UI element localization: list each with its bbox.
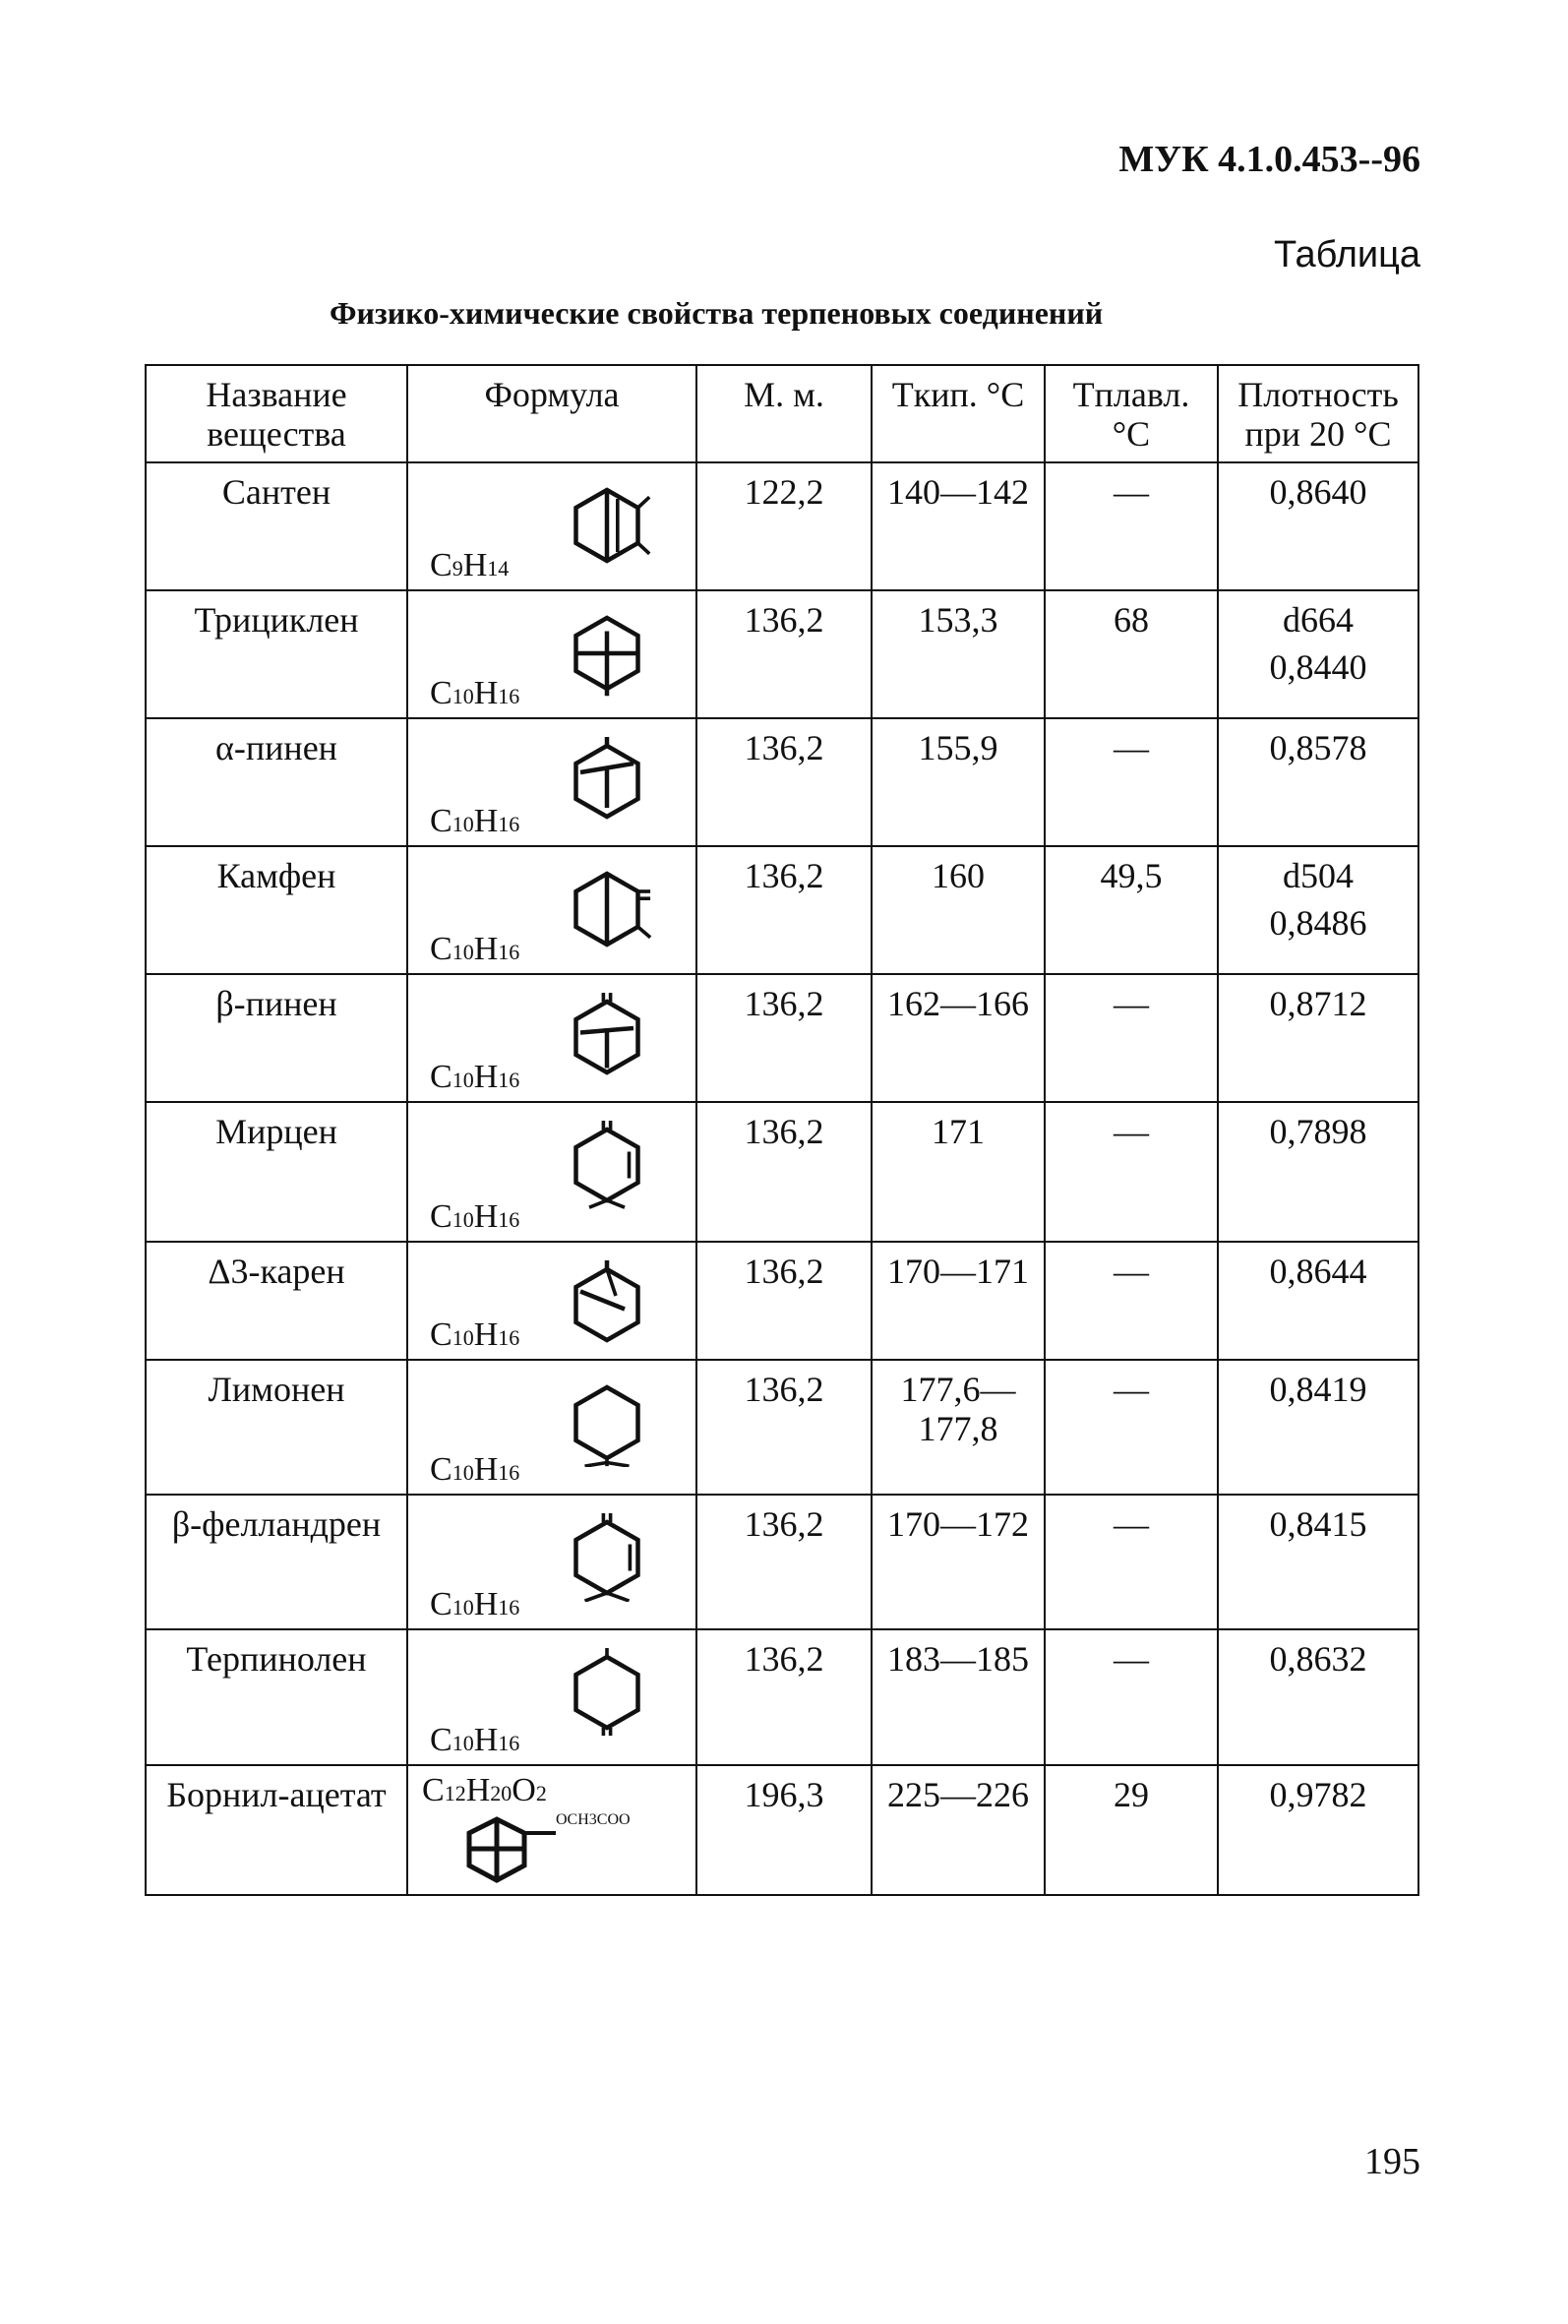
boiling-point: 155,9	[872, 718, 1045, 846]
properties-table	[145, 364, 1419, 1896]
beta-pinene-structure-icon	[558, 993, 656, 1081]
molar-mass: 136,2	[696, 1495, 872, 1629]
limonene-structure-icon	[558, 1378, 656, 1467]
formula-cell	[407, 1629, 696, 1765]
formula-subscript: 16	[498, 1459, 520, 1485]
document-code: МУК 4.1.0.453--96	[1118, 139, 1420, 180]
boiling-point: 153,3	[872, 590, 1045, 718]
melting-point: —	[1045, 1360, 1218, 1495]
molar-mass: 136,2	[696, 718, 872, 846]
density-value: 0,8632	[1269, 1639, 1367, 1680]
formula-cell	[407, 590, 696, 718]
formula-cell	[407, 1102, 696, 1242]
formula-element: C	[430, 674, 452, 711]
formula-subscript: 10	[452, 939, 474, 964]
substance-name: α-пинен	[146, 718, 407, 846]
formula-element: H	[473, 1058, 499, 1095]
density-cell	[1218, 1242, 1418, 1360]
density-value: 0,8415	[1269, 1504, 1367, 1545]
molar-mass: 196,3	[696, 1765, 872, 1895]
column-header-melting-point: Tплавл. °C	[1045, 365, 1218, 462]
molar-mass: 136,2	[696, 974, 872, 1102]
formula-subscript: 2	[535, 1781, 547, 1806]
formula-element: H	[462, 546, 488, 583]
table-row	[146, 1360, 1418, 1495]
molecular-formula	[430, 931, 519, 967]
molar-mass: 136,2	[696, 1629, 872, 1765]
melting-point: —	[1045, 974, 1218, 1102]
delta3-carene-structure-icon	[558, 1260, 656, 1349]
formula-element: H	[473, 1197, 499, 1235]
page-number: 195	[1364, 2141, 1420, 2182]
formula-subscript: 10	[452, 1730, 474, 1755]
substance-name: Δ3-карен	[146, 1242, 407, 1360]
melting-point: —	[1045, 462, 1218, 590]
table-header-row	[146, 365, 1418, 462]
table-row	[146, 1102, 1418, 1242]
formula-element: C	[430, 802, 452, 839]
melting-point: —	[1045, 1495, 1218, 1629]
table-row	[146, 1629, 1418, 1765]
formula-element: H	[473, 1315, 499, 1353]
formula-element: H	[473, 1450, 499, 1488]
molar-mass: 136,2	[696, 590, 872, 718]
density-value: 0,8712	[1269, 984, 1367, 1024]
formula-subscript: 12	[444, 1781, 466, 1806]
molecular-formula	[422, 1772, 547, 1808]
formula-subscript: 10	[452, 811, 474, 836]
molar-mass: 136,2	[696, 846, 872, 974]
molar-mass: 136,2	[696, 1360, 872, 1495]
density-cell	[1218, 1495, 1418, 1629]
molecular-formula	[430, 1451, 519, 1488]
formula-cell	[407, 1360, 696, 1495]
formula-subscript: 16	[498, 1730, 520, 1755]
column-header-molar-mass: М. м.	[696, 365, 872, 462]
table-row	[146, 1495, 1418, 1629]
boiling-point: 171	[872, 1102, 1045, 1242]
formula-cell	[407, 1242, 696, 1360]
formula-cell	[407, 974, 696, 1102]
substance-name: Лимонен	[146, 1360, 407, 1495]
boiling-point: 140—142	[872, 462, 1045, 590]
molecular-formula	[430, 675, 519, 711]
table-label: Таблица	[1274, 234, 1420, 275]
formula-element: C	[430, 930, 452, 967]
table-row	[146, 718, 1418, 846]
boiling-point: 225—226	[872, 1765, 1045, 1895]
formula-element: H	[473, 802, 499, 839]
density-cell	[1218, 1102, 1418, 1242]
substance-name: Борнил-ацетат	[146, 1765, 407, 1895]
molecular-formula	[430, 1722, 519, 1758]
density-cell	[1218, 718, 1418, 846]
substance-name: β-пинен	[146, 974, 407, 1102]
camphene-structure-icon	[558, 865, 656, 953]
density-value: 0,8640	[1269, 472, 1367, 513]
boiling-point: 183—185	[872, 1629, 1045, 1765]
density-value: 0,8486	[1269, 902, 1367, 943]
formula-element: C	[422, 1772, 445, 1809]
table-row	[146, 1242, 1418, 1360]
formula-element: C	[430, 1197, 452, 1235]
boiling-point: 170—171	[872, 1242, 1045, 1360]
formula-subscript: 10	[452, 1594, 474, 1620]
formula-cell	[407, 846, 696, 974]
formula-subscript: 16	[498, 939, 520, 964]
boiling-point: 177,6—177,8	[872, 1360, 1045, 1495]
melting-point: —	[1045, 1242, 1218, 1360]
formula-element: C	[430, 1058, 452, 1095]
formula-subscript: 14	[487, 555, 510, 581]
density-cell	[1218, 590, 1418, 718]
formula-element: H	[473, 674, 499, 711]
density-cell	[1218, 974, 1418, 1102]
formula-element: H	[465, 1772, 491, 1809]
table-row	[146, 846, 1418, 974]
boiling-point: 170—172	[872, 1495, 1045, 1629]
substituent-label: OCH3COO	[556, 1811, 631, 1829]
column-header-formula: Формула	[407, 365, 696, 462]
formula-subscript: 16	[498, 1594, 520, 1620]
substance-name: Мирцен	[146, 1102, 407, 1242]
molar-mass: 136,2	[696, 1102, 872, 1242]
melting-point: 49,5	[1045, 846, 1218, 974]
density-value: 0,9782	[1269, 1775, 1367, 1815]
melting-point: 68	[1045, 590, 1218, 718]
density-value: 0,7898	[1269, 1112, 1367, 1152]
density-note: d504	[1283, 856, 1354, 896]
density-cell	[1218, 1360, 1418, 1495]
santene-structure-icon	[558, 481, 656, 570]
density-cell	[1218, 846, 1418, 974]
density-value: 0,8644	[1269, 1252, 1367, 1292]
table-row	[146, 590, 1418, 718]
molecular-formula	[430, 1198, 519, 1235]
molar-mass: 136,2	[696, 1242, 872, 1360]
molecular-formula	[430, 1316, 519, 1353]
formula-element: H	[473, 1721, 499, 1758]
formula-subscript: 16	[498, 683, 520, 708]
tricyclene-structure-icon	[558, 609, 656, 698]
column-header-boiling-point: Tкип. °C	[872, 365, 1045, 462]
formula-subscript: 10	[452, 1206, 474, 1232]
molecular-formula	[430, 547, 509, 583]
formula-element: C	[430, 1721, 452, 1758]
formula-cell	[407, 1765, 696, 1895]
myrcene-structure-icon	[558, 1121, 656, 1209]
terpinolene-structure-icon	[558, 1648, 656, 1737]
table-row	[146, 1765, 1418, 1895]
melting-point: —	[1045, 1102, 1218, 1242]
formula-cell	[407, 1495, 696, 1629]
table-title: Физико-химические свойства терпеновых соединений	[330, 295, 1104, 331]
formula-subscript: 16	[498, 811, 520, 836]
formula-element: O	[512, 1772, 536, 1809]
formula-cell	[407, 462, 696, 590]
density-cell	[1218, 1765, 1418, 1895]
table-row	[146, 462, 1418, 590]
formula-subscript: 10	[452, 683, 474, 708]
formula-subscript: 16	[498, 1324, 520, 1350]
molecular-formula	[430, 1586, 519, 1622]
formula-subscript: 10	[452, 1459, 474, 1485]
formula-subscript: 10	[452, 1067, 474, 1092]
molecular-formula	[430, 803, 519, 839]
column-header-density: Плотность при 20 °C	[1218, 365, 1418, 462]
density-value: 0,8419	[1269, 1370, 1367, 1410]
formula-element: C	[430, 1585, 452, 1622]
formula-subscript: 16	[498, 1206, 520, 1232]
alpha-pinene-structure-icon	[558, 737, 656, 826]
density-value: 0,8578	[1269, 728, 1367, 768]
substance-name: Терпинолен	[146, 1629, 407, 1765]
formula-element: C	[430, 1450, 452, 1488]
column-header-name: Название вещества	[146, 365, 407, 462]
formula-subscript: 16	[498, 1067, 520, 1092]
melting-point: —	[1045, 1629, 1218, 1765]
density-cell	[1218, 1629, 1418, 1765]
bornyl-acetate-structure-icon	[457, 1811, 634, 1885]
formula-element: C	[430, 1315, 452, 1353]
molar-mass: 122,2	[696, 462, 872, 590]
formula-subscript: 20	[490, 1781, 513, 1806]
formula-element: H	[473, 1585, 499, 1622]
formula-subscript: 10	[452, 1324, 474, 1350]
substance-name: Трициклен	[146, 590, 407, 718]
formula-cell	[407, 718, 696, 846]
melting-point: 29	[1045, 1765, 1218, 1895]
molecular-formula	[430, 1059, 519, 1095]
formula-element: C	[430, 546, 452, 583]
melting-point: —	[1045, 718, 1218, 846]
table-row	[146, 974, 1418, 1102]
formula-subscript: 9	[452, 555, 463, 581]
boiling-point: 160	[872, 846, 1045, 974]
formula-element: H	[473, 930, 499, 967]
substance-name: Камфен	[146, 846, 407, 974]
substance-name: Сантен	[146, 462, 407, 590]
density-value: 0,8440	[1269, 646, 1367, 687]
beta-phellandrene-structure-icon	[558, 1513, 656, 1602]
substance-name: β-фелландрен	[146, 1495, 407, 1629]
boiling-point: 162—166	[872, 974, 1045, 1102]
density-note: d664	[1283, 600, 1354, 641]
density-cell	[1218, 462, 1418, 590]
